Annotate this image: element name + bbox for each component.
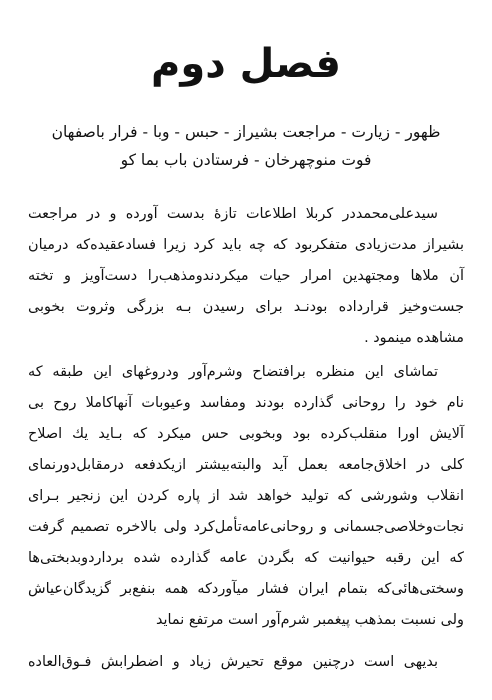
chapter-summary-line: فوت منوچهرخان - فرستادن باب بما کو xyxy=(120,151,372,169)
body-text-line: آلایش اورا منقلب‌کرده بود وبخوبی حس میکرد که بـاید یك اصلاح xyxy=(28,426,464,442)
body-text-line: جست‌وخیز قرارداده بودنـد برای رسیدن بـه بزرگی وثروت بخوبی xyxy=(28,299,464,315)
body-text-line: که این رقبه حیوانیت که بگردن عامه گذارده شده بردارد‌وبدبختی‌ها xyxy=(28,550,464,566)
body-text-line: مشاهده مینمود . xyxy=(364,330,464,346)
chapter-summary-line: ظهور - زیارت - مراجعت بشیراز - حبس - وبا - فرار باصفهان xyxy=(51,123,441,141)
chapter-title: فصل دوم xyxy=(151,41,341,87)
body-text-line: نام خود را روحانی گذارده بودند ومفاسد وعیوبات آنها‌کاملا روح بی xyxy=(28,395,464,411)
body-text-line: بشیراز مدت‌زیادی متفکربود که چه باید کرد زیرا فسادعقیده‌که درمیان xyxy=(28,237,464,253)
body-text-line: نجات‌وخلاصی‌جسمانی و روحانی‌عامه‌تأمل‌کرد ولی بالاخره تصمیم گرفت xyxy=(28,519,464,535)
body-text-line: وسختی‌هائی‌که بتمام ایران فشار میآورد‌که همه بنفع‌بر گزیدگان‌عیاش xyxy=(28,581,464,597)
body-text-line: تماشای این منظره برافتضاح وشرم‌آور ودروغهای این طبقه که xyxy=(28,364,438,380)
body-text-line: ولی نسبت بمذهب پیغمبر شرم‌آور است مرتفع نماید xyxy=(155,612,464,628)
body-text-line: سیدعلی‌محمددر کربلا اطلاعات تازهٔ بدست آورده و در مراجعت xyxy=(28,206,438,222)
body-text-line: انقلاب وشورشی که تولید خواهد شد از پاره کردن این زنجیر بـرای xyxy=(28,488,464,504)
body-text-line: آن ملاها ومجتهدین امرار حیات میکردندو‌مذهب‌را دست‌آویز و تخته xyxy=(28,268,464,284)
body-text-line: بدیهی است درچنین موقع تحیرش زیاد و اضطرابش فـوق‌العاده xyxy=(28,654,438,670)
body-text-line: کلی در اخلاق‌جامعه بعمل آید والبته‌بیشتر ازیکدفعه درمقابل‌دورنمای xyxy=(28,457,464,473)
